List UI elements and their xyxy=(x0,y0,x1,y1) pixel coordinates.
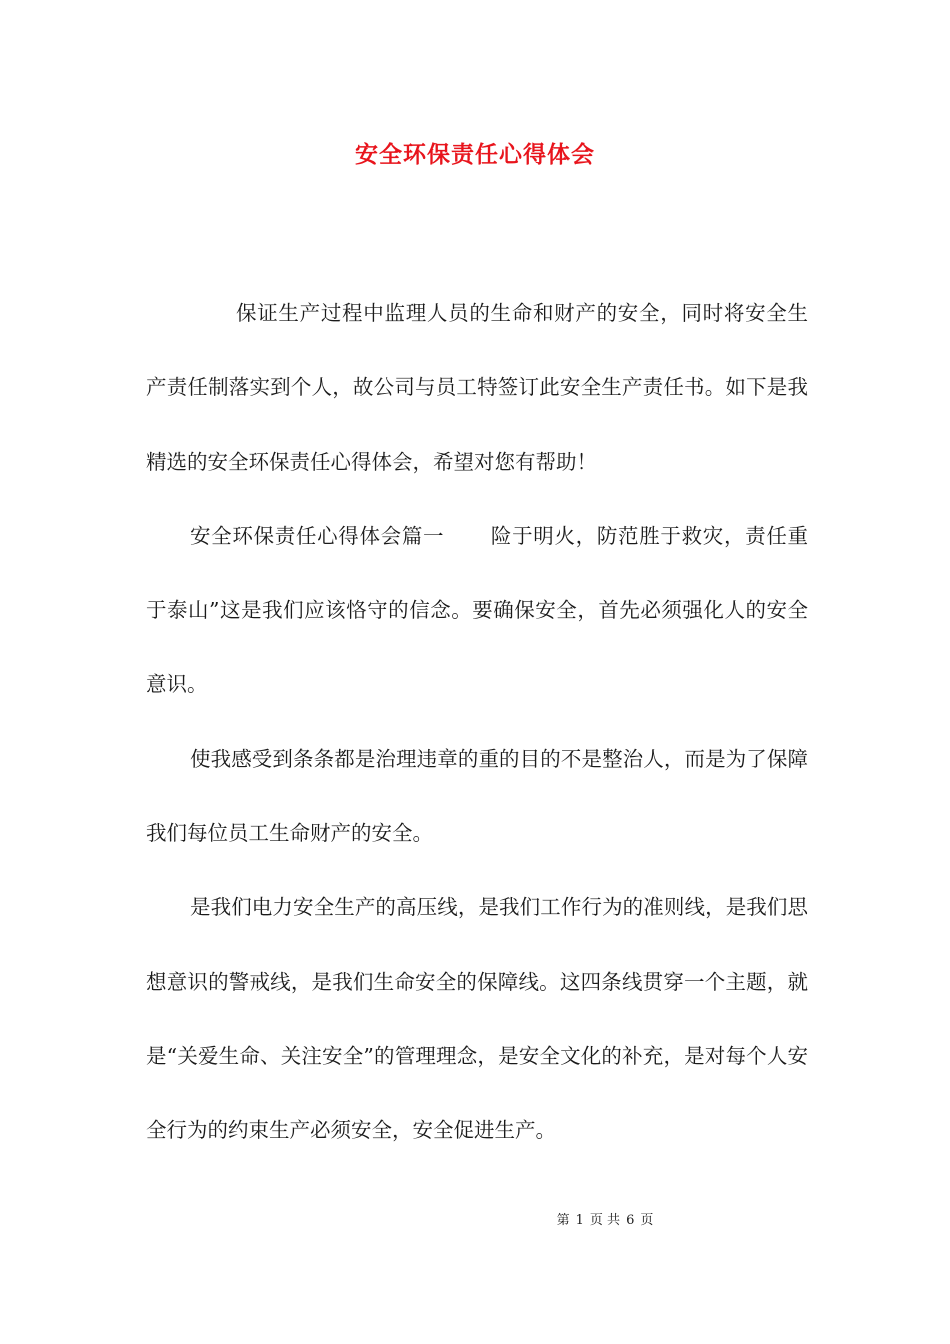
paragraph-intro: 保证生产过程中监理人员的生命和财产的安全，同时将安全生产责任制落实到个人，故公司与员工特签订此安全生产责任书。如下是我精选的安全环保责任心得体会，希望对您有帮助！ xyxy=(146,301,808,474)
page-footer xyxy=(0,1209,950,1228)
document-title: 安全环保责任心得体会 xyxy=(355,141,595,168)
section-heading: 安全环保责任心得体会篇一 xyxy=(190,523,445,548)
document-body xyxy=(146,276,808,1168)
paragraph-rules: 使我感受到条条都是治理违章的重的目的不是整治人，而是为了保障我们每位员工生命财产的安全。 xyxy=(146,746,808,846)
footer-prefix: 第 xyxy=(556,1213,570,1228)
footer-current-page: 1 xyxy=(575,1213,584,1228)
footer-middle: 页 共 xyxy=(589,1213,621,1228)
footer-total-pages: 6 xyxy=(626,1213,635,1228)
paragraph-section-one-text: 险于明火，防范胜于救灾，责任重于泰山”这是我们应该恪守的信念。要确保安全，首先必须强化人的安全意识。 xyxy=(146,523,809,697)
paragraph-lines: 是我们电力安全生产的高压线，是我们工作行为的准则线，是我们思想意识的警戒线，是我们生命安全的保障线。这四条线贯穿一个主题，就是“关爱生命、关注安全”的管理理念，是安全文化的补充，是对每个人安全行为的约束生产必须安全，安全促进生产。 xyxy=(146,895,808,1143)
paragraph-section-one xyxy=(146,499,808,722)
footer-suffix: 页 xyxy=(640,1213,654,1228)
